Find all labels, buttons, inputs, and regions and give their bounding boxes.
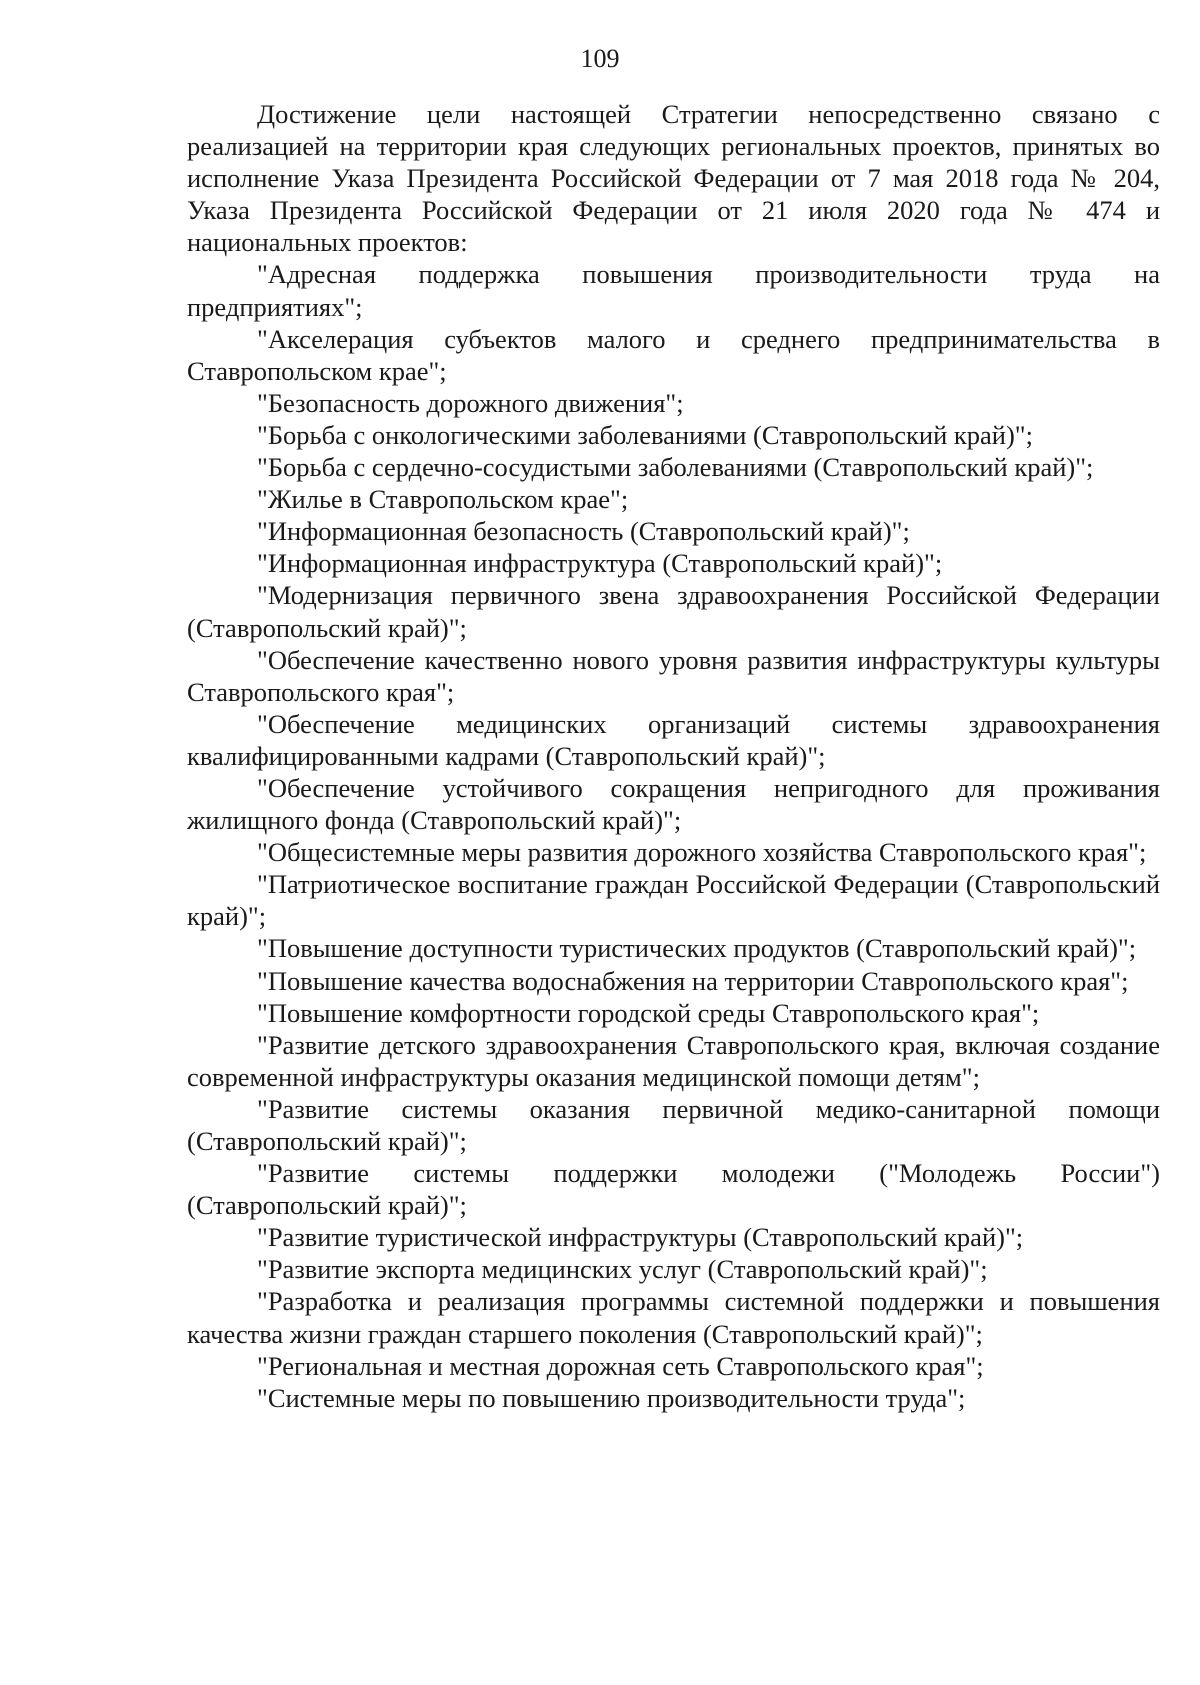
project-item: "Информационная безопасность (Ставропольский край)"; [257,516,910,547]
project-item: "Развитие экспорта медицинских услуг (Ставропольский край)"; [257,1254,988,1285]
project-item: "Региональная и местная дорожная сеть Ставропольского края"; [257,1350,984,1381]
project-item: "Обеспечение медицинских организаций системы здравоохранения квалифицированными кадрами (Ставропольский край)"; [187,708,1160,771]
project-item: "Обеспечение качественно нового уровня развития инфраструктуры культуры Ставропольского края"; [187,644,1160,707]
project-item: "Обеспечение устойчивого сокращения непригодного для проживания жилищного фонда (Ставропольский край)"; [187,772,1160,836]
project-item: "Акселерация субъектов малого и среднего предпринимательства в Ставропольском крае"; [187,323,1160,386]
project-item: "Повышение доступности туристических продуктов (Ставропольский край)"; [257,933,1137,964]
document-body [187,98,1160,1414]
project-item: "Развитие системы оказания первичной медико-санитарной помощи (Ставропольский край)"; [187,1093,1160,1156]
project-item: "Развитие системы поддержки молодежи ("Молодежь России") (Ставропольский край)"; [187,1158,1160,1221]
project-item: "Разработка и реализация программы системной поддержки и повышения качества жизни граждан старшего поколения (Ставропольский край)"; [187,1286,1160,1349]
project-item: "Системные меры по повышению производительности труда"; [257,1382,966,1413]
project-item: "Жилье в Ставропольском крае"; [257,484,629,515]
page-number: 109 [580,44,620,73]
project-item: "Борьба с сердечно-сосудистыми заболеваниями (Ставропольский край)"; [257,452,1094,483]
project-item: "Патриотическое воспитание граждан Российской Федерации (Ставропольский край)"; [187,869,1160,932]
project-item: "Адресная поддержка повышения производительности труда на предприятиях"; [187,259,1160,322]
project-item: "Развитие детского здравоохранения Ставропольского края, включая создание современной инфраструктуры оказания медицинской помощи детям"; [187,1029,1160,1092]
project-item: "Модернизация первичного звена здравоохранения Российской Федерации (Ставропольский край)"; [187,580,1160,643]
project-item: "Безопасность дорожного движения"; [257,387,684,418]
project-item: "Повышение комфортности городской среды Ставропольского края"; [257,997,1040,1028]
project-item: "Повышение качества водоснабжения на территории Ставропольского края"; [257,965,1129,996]
project-item: "Информационная инфраструктура (Ставропольский край)"; [257,548,943,579]
project-item: "Борьба с онкологическими заболеваниями (Ставропольский край)"; [257,419,1033,450]
project-item: "Общесистемные меры развития дорожного хозяйства Ставропольского края"; [257,837,1147,868]
project-item: "Развитие туристической инфраструктуры (Ставропольский край)"; [257,1222,1024,1253]
intro-paragraph: Достижение цели настоящей Стратегии непосредственно связано с реализацией на территории края следующих региональных проектов, принятых во исполнение Указа Президента Российской Федерации от 7 мая 2018 года № 204, Указа Президента Российской Федерации от 21 июля 2020 года № 474 и национальных проектов: [187,99,1160,258]
